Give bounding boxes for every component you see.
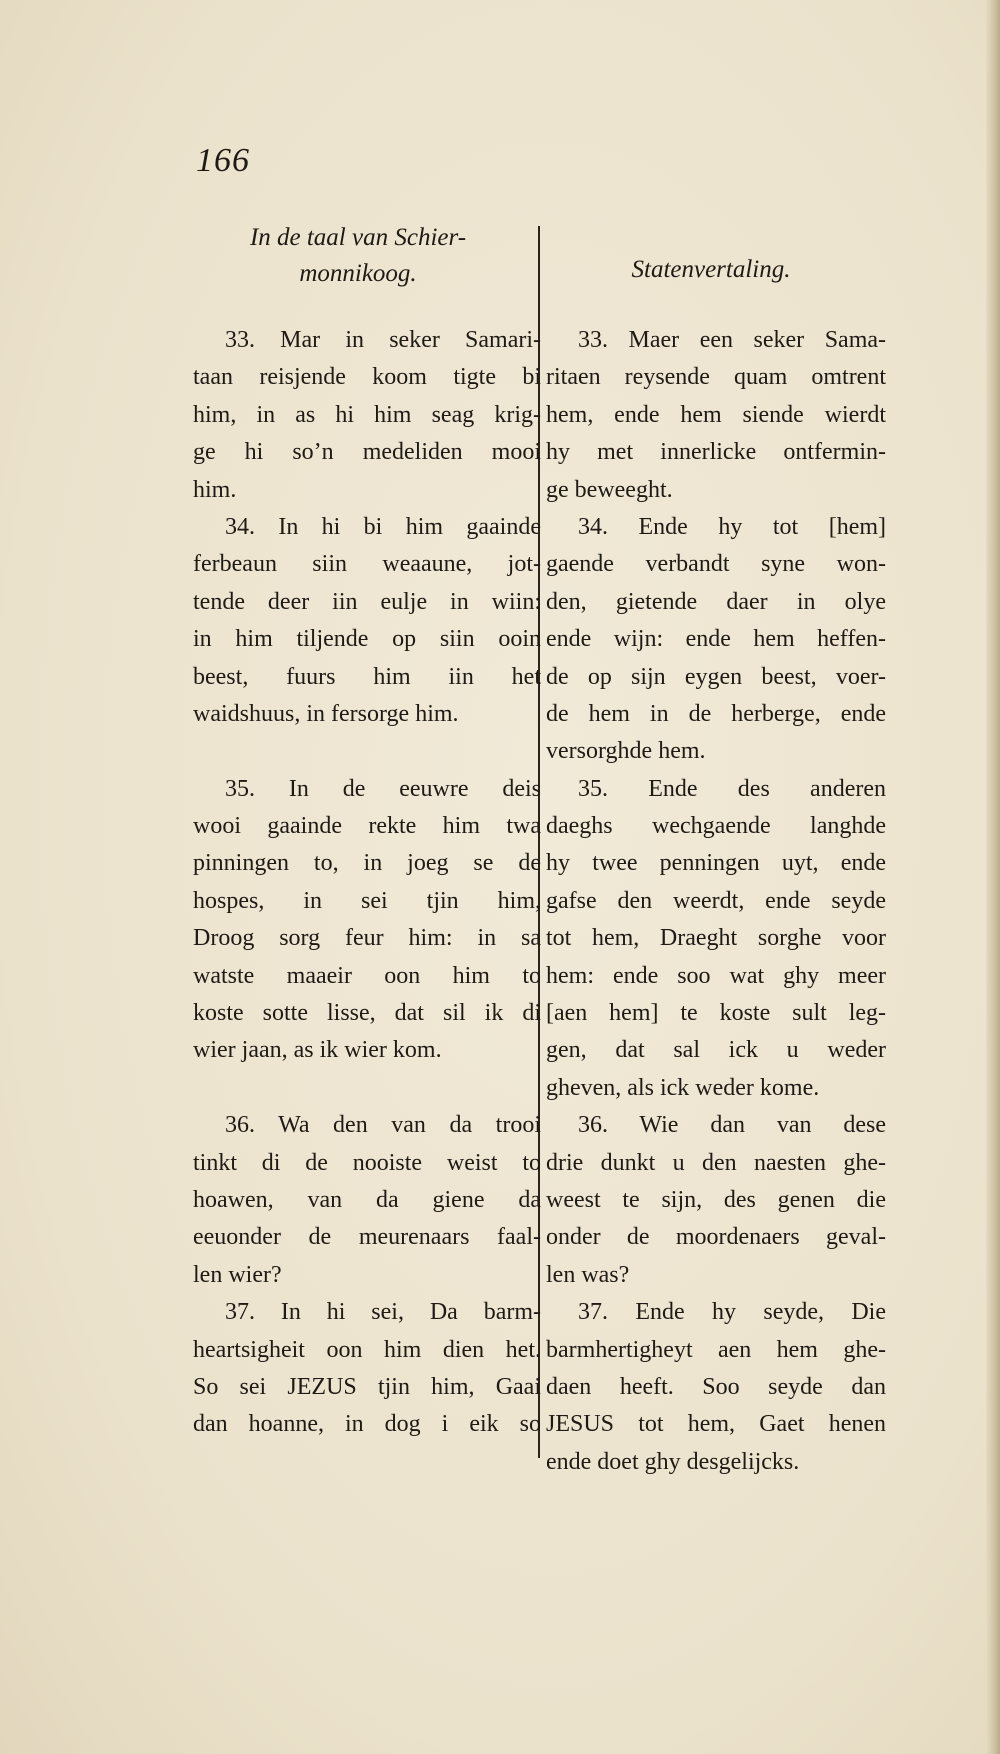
text-line: dan hoanne, in dog i eik so — [193, 1411, 541, 1438]
text-line: gafse den weerdt, ende seyde — [546, 887, 886, 914]
text-line: gheven, als ick weder kome. — [546, 1074, 820, 1101]
text-line: ende wijn: ende hem heffen- — [546, 626, 886, 653]
text-line: 36. Wa den van da trooi — [225, 1112, 541, 1139]
text-line: wooi gaainde rekte him twa — [193, 813, 541, 840]
text-line: 33. Mar in seker Samari- — [225, 327, 541, 353]
text-line: pinningen to, in joeg se de — [193, 850, 541, 877]
text-line: hem, ende hem siende wierdt — [546, 401, 886, 428]
right-column-header: Statenvertaling. — [631, 256, 791, 283]
page-number: 166 — [196, 142, 250, 179]
text-line: versorghde hem. — [546, 738, 706, 765]
text-line: onder de moordenaers geval- — [546, 1224, 886, 1251]
text-line: 35. Ende des anderen — [578, 775, 886, 802]
right-column-text — [546, 322, 886, 1481]
text-line: 37. Ende hy seyde, Die — [578, 1299, 886, 1326]
text-line: eeuonder de meurenaars faal- — [193, 1224, 541, 1251]
text-line: him. — [193, 476, 237, 503]
text-line: hy twee penningen uyt, ende — [546, 850, 886, 877]
text-line: hoawen, van da giene da — [193, 1186, 541, 1213]
left-header-line-2: monnikoog. — [299, 260, 417, 287]
text-line: drie dunkt u den naesten ghe- — [546, 1149, 886, 1176]
text-line: heartsigheit oon him dien het. — [193, 1336, 541, 1363]
text-line: tinkt di de nooiste weist to — [193, 1149, 541, 1176]
text-line: him, in as hi him seag krig- — [193, 401, 541, 428]
text-line: de hem in de herberge, ende — [546, 700, 886, 727]
text-line: hy met innerlicke ontfermin- — [546, 439, 886, 466]
text-line: beest, fuurs him iin het — [193, 663, 541, 690]
text-line: ge beweeght. — [546, 476, 673, 503]
text-line: daen heeft. Soo seyde dan — [546, 1373, 886, 1400]
text-line: len was? — [546, 1261, 630, 1288]
text-line: wier jaan, as ik wier kom. — [193, 1037, 442, 1064]
text-line: 35. In de eeuwre deis — [225, 775, 541, 802]
text-line: koste sotte lisse, dat sil ik di — [193, 1000, 541, 1027]
text-line: watste maaeir oon him to — [193, 962, 541, 989]
text-line: 36. Wie dan van dese — [578, 1112, 886, 1139]
text-line: Droog sorg feur him: in sa — [193, 925, 541, 952]
text-line: den, gietende daer in olye — [546, 588, 886, 615]
text-line: ritaen reysende quam omtrent — [546, 364, 886, 391]
page-edge — [986, 0, 1000, 1754]
text-line: [aen hem] te koste sult leg- — [546, 1000, 886, 1027]
text-line: gaende verbandt syne won- — [546, 551, 886, 578]
left-column-header — [198, 220, 518, 292]
text-line: waidshuus, in fersorge him. — [193, 700, 459, 727]
text-line: ferbeaun siin weaaune, jot- — [193, 551, 541, 578]
text-line: daeghs wechgaende langhde — [546, 813, 886, 840]
text-line: tende deer iin eulje in wiin: — [193, 588, 541, 615]
text-line: weest te sijn, des genen die — [546, 1186, 886, 1213]
text-line: 34. Ende hy tot [hem] — [578, 513, 886, 540]
text-line: So sei JEZUS tjin him, Gaai — [193, 1373, 541, 1400]
text-line: hospes, in sei tjin him, — [193, 887, 541, 914]
blank-line — [193, 733, 541, 770]
text-line: gen, dat sal ick u weder — [546, 1037, 886, 1064]
left-column-text — [193, 322, 541, 1444]
left-header-line-1: In de taal van Schier- — [249, 224, 467, 251]
text-line: taan reisjende koom tigte bi — [193, 364, 541, 391]
blank-line — [193, 1070, 541, 1107]
text-line: 37. In hi sei, Da barm- — [225, 1299, 541, 1326]
text-line: ge hi so’n medeliden mooi — [193, 439, 541, 466]
text-line: JESUS tot hem, Gaet henen — [546, 1411, 886, 1438]
text-line: barmhertigheyt aen hem ghe- — [546, 1336, 886, 1363]
text-line: 33. Maer een seker Sama- — [578, 327, 886, 353]
text-line: tot hem, Draeght sorghe voor — [546, 925, 886, 952]
text-line: ende doet ghy desgelijcks. — [546, 1448, 800, 1475]
text-line: len wier? — [193, 1261, 282, 1288]
text-line: hem: ende soo wat ghy meer — [546, 962, 886, 989]
text-line: de op sijn eygen beest, voer- — [546, 663, 886, 690]
text-line: in him tiljende op siin ooin — [193, 626, 541, 653]
text-line: 34. In hi bi him gaainde — [225, 513, 541, 540]
